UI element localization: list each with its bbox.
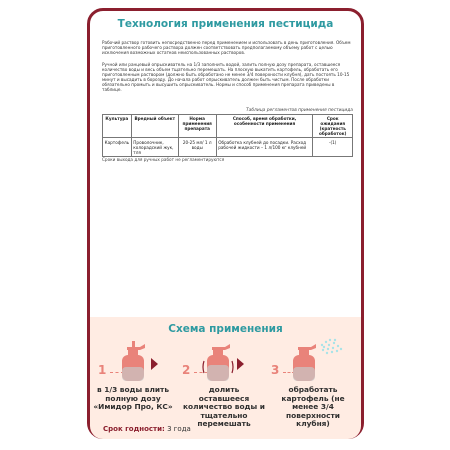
arrow-icon — [151, 358, 158, 370]
scheme-section — [90, 317, 361, 439]
cell-rate: 20-25 мл/ 1 л воды — [178, 138, 216, 156]
scheme-title: Схема применения — [168, 323, 283, 335]
page-title: Технология применения пестицида — [117, 18, 334, 30]
step-3-text: обработать картофель (не менее 3/4 поверхности клубня) — [281, 385, 345, 429]
header-rate: Норма применения препарата — [178, 115, 216, 138]
header-crop: Культура — [103, 115, 132, 138]
regulation-table — [102, 114, 353, 157]
sprayer-pump-icon — [202, 341, 234, 383]
arrow-icon — [237, 358, 244, 370]
expiry-value: 3 года — [167, 425, 191, 433]
header-pest: Вредный объект — [131, 115, 178, 138]
cell-waiting: -(1) — [313, 138, 353, 156]
cell-method: Обработка клубней до посадки. Расход рабочей жидкости – 1 л/100 кг клубней — [216, 138, 313, 156]
step-3-number: 3 — [271, 363, 280, 377]
paragraph-preparation: Рабочий раствор готовить непосредственно перед применением и использовать в день приготовления. Объем приготовленного рабочего раствора должен соответствовать предполагаемому объему работ с целью исключения возможных остатков неиспользованных растворов. — [102, 40, 351, 56]
table-caption: Таблица регламентов применения пестицида — [245, 108, 353, 113]
cell-pest: Проволочник, колорадский жук, тля — [131, 138, 178, 156]
step-2-number: 2 — [182, 363, 191, 377]
expiry-line — [103, 425, 191, 433]
step-1-text: в 1/3 воды влить полную дозу «Имидор Про, КС» — [93, 385, 173, 412]
instruction-card — [87, 8, 364, 439]
table-header-row — [103, 115, 353, 138]
step-1-number: 1 — [98, 363, 107, 377]
cell-crop: Картофель — [103, 138, 132, 156]
sprayer-fill-icon — [118, 341, 148, 383]
expiry-label: Срок годности: — [103, 425, 165, 433]
footnote: Сроки выхода для ручных работ не регламентируются — [102, 157, 225, 162]
paragraph-method: Ручной или ранцевый опрыскиватель на 1/3 заполнить водой, залить полную дозу препарата, оставшееся количество воды и весь объем тщательно перемешать. На плоскую выкатить картофель, обработать его приготовленным раствором (должно быть обработано не менее 3/4 поверхности клубня), дать постоять 10-15 минут и высадить в борозду. До начала работ опрыскиватель должен быть чистым. После обработки обязательно промыть и высушить опрыскиватель. Нормы и способ применения препарата приведены в таблице. — [102, 62, 350, 93]
header-method: Способ, время обработки, особенности применения — [216, 115, 313, 138]
table-row — [103, 138, 353, 156]
sprayer-spray-icon — [289, 337, 345, 383]
header-waiting: Срок ожидания (кратность обработок) — [313, 115, 353, 138]
step-2-text: долить оставшееся количество воды и тщательно перемешать — [183, 385, 265, 429]
